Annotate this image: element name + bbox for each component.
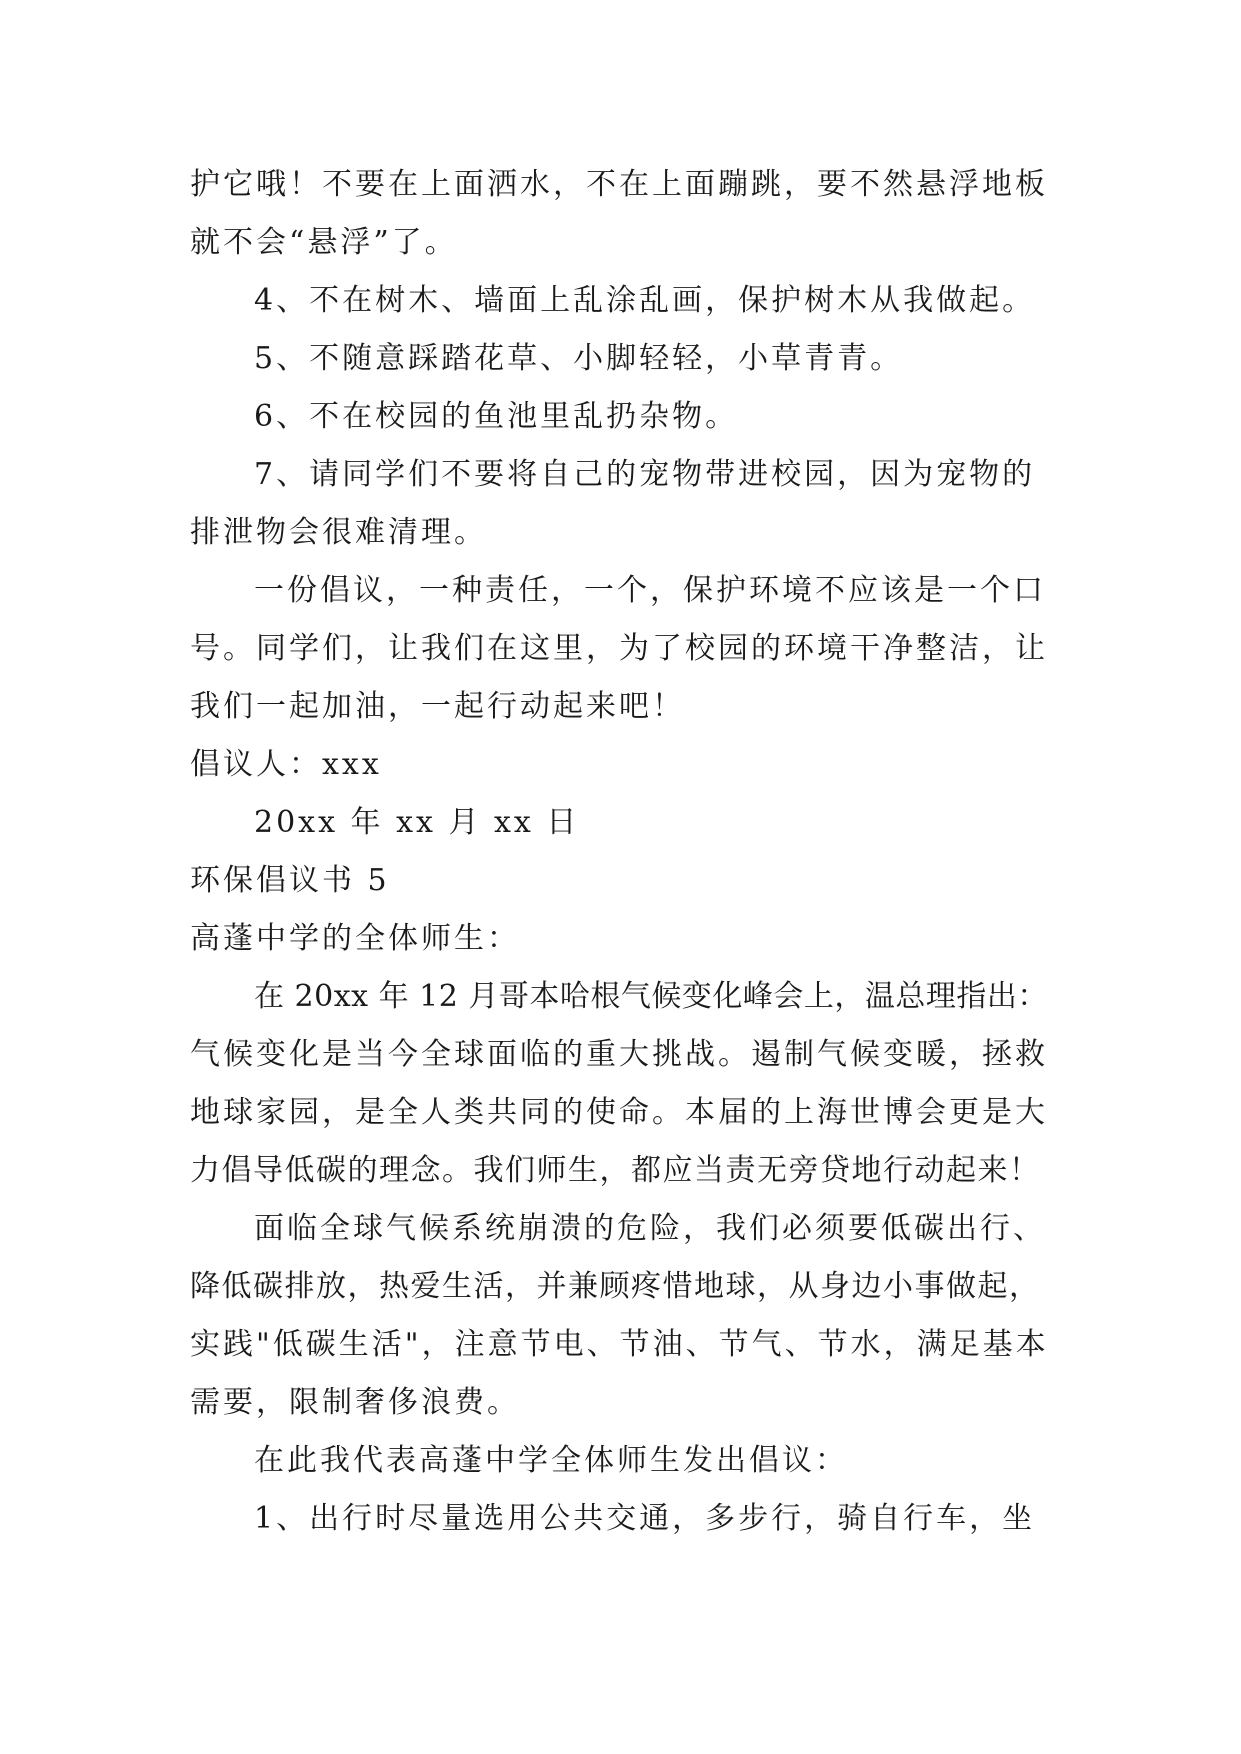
text-line: 实践"低碳生活"，注意节电、节油、节气、节水，满足基本	[190, 1327, 1049, 1362]
text-line: 就不会“悬浮”了。	[190, 225, 458, 260]
text-line: 20xx 年 xx 月 xx 日	[254, 805, 580, 840]
text-line: 号。同学们，让我们在这里，为了校园的环境干净整洁，让	[190, 631, 1048, 666]
text-line: 7、请同学们不要将自己的宠物带进校园，因为宠物的	[254, 457, 1036, 492]
text-line: 高蓬中学的全体师生：	[190, 921, 520, 956]
text-line: 1、出行时尽量选用公共交通，多步行，骑自行车，坐	[254, 1501, 1036, 1536]
text-line: 排泄物会很难清理。	[190, 515, 487, 550]
text-line: 地球家园，是全人类共同的使命。本届的上海世博会更是大	[190, 1095, 1048, 1130]
text-line: 护它哦！不要在上面洒水，不在上面蹦跳，要不然悬浮地板	[190, 167, 1048, 202]
text-line: 在 20xx 年 12 月哥本哈根气候变化峰会上，温总理指出：	[254, 979, 1048, 1014]
text-line: 在此我代表高蓬中学全体师生发出倡议：	[254, 1443, 848, 1478]
text-line: 我们一起加油，一起行动起来吧！	[190, 689, 685, 724]
text-line: 面临全球气候系统崩溃的危险，我们必须要低碳出行、	[254, 1211, 1046, 1246]
text-line: 降低碳排放，热爱生活，并兼顾疼惜地球，从身边小事做起，	[190, 1269, 1041, 1304]
text-line: 需要，限制奢侈浪费。	[190, 1385, 520, 1420]
text-line: 气候变化是当今全球面临的重大挑战。遏制气候变暖，拯救	[190, 1037, 1048, 1072]
text-line: 力倡导低碳的理念。我们师生，都应当责无旁贷地行动起来！	[190, 1153, 1041, 1188]
document-body	[190, 156, 1052, 1548]
text-line: 一份倡议，一种责任，一个，保护环境不应该是一个口	[254, 573, 1046, 608]
text-line: 4、不在树木、墙面上乱涂乱画，保护树木从我做起。	[254, 283, 1036, 318]
text-line: 倡议人：xxx	[190, 747, 382, 782]
text-line: 5、不随意踩踏花草、小脚轻轻，小草青青。	[254, 341, 904, 376]
text-line: 环保倡议书 5	[190, 863, 390, 898]
text-line: 6、不在校园的鱼池里乱扔杂物。	[254, 399, 739, 434]
